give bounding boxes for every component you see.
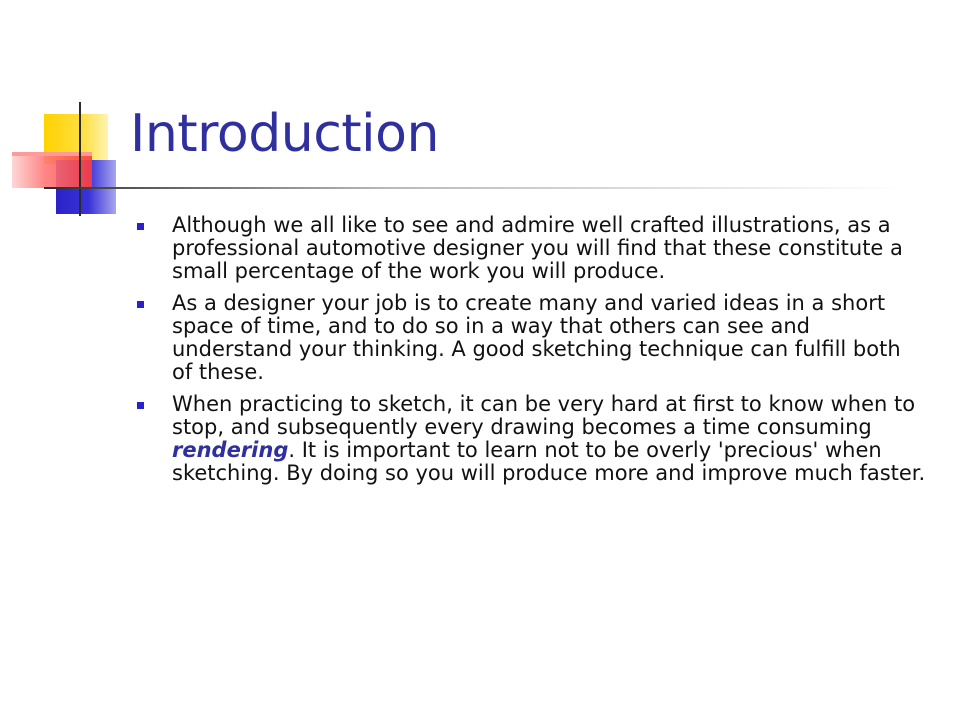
bullet-item bbox=[136, 292, 926, 384]
bullet-text-after: . It is important to learn not to be overly 'precious' when sketching. By doing so you will produce more and improve much faster. bbox=[172, 438, 926, 485]
decorative-vertical-line bbox=[79, 102, 81, 216]
emphasized-word: rendering bbox=[172, 438, 289, 462]
slide-title: Introduction bbox=[130, 104, 439, 164]
bullet-item bbox=[136, 393, 926, 485]
bullet-text: Although we all like to see and admire well crafted illustrations, as a professional automotive designer you will find that these constitute a small percentage of the work you will produce. bbox=[172, 213, 903, 283]
title-underline bbox=[44, 187, 904, 189]
square-bullet-icon bbox=[137, 402, 144, 409]
bullet-item bbox=[136, 214, 926, 283]
bullet-text: As a designer your job is to create many and varied ideas in a short space of time, and to do so in a way that others can see and understand your thinking. A good sketching technique can fulfill both of these. bbox=[172, 291, 901, 384]
bullet-list bbox=[136, 214, 926, 494]
square-bullet-icon bbox=[137, 223, 144, 230]
bullet-text-before: When practicing to sketch, it can be very hard at first to know when to stop, and subsequently every drawing becomes a time consuming bbox=[172, 392, 916, 439]
square-bullet-icon bbox=[137, 301, 144, 308]
